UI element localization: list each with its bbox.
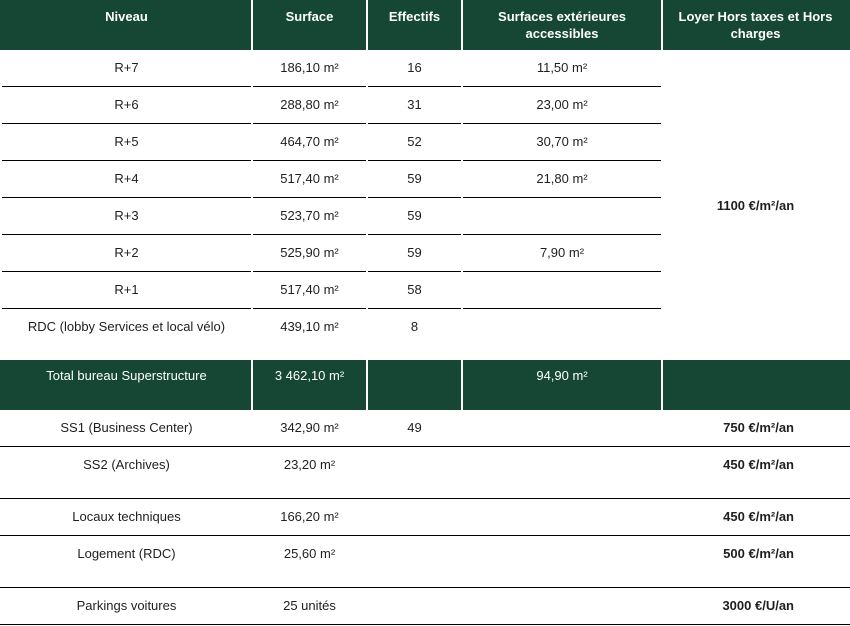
cell-ext [463, 588, 661, 624]
cell-surface: 525,90 m² [253, 235, 366, 272]
cell-effectifs: 31 [368, 87, 461, 124]
cell-effectifs: 49 [368, 410, 461, 446]
cell-ext [463, 410, 661, 446]
cell-niveau: R+6 [2, 87, 251, 124]
cell-niveau: RDC (lobby Services et local vélo) [2, 309, 251, 359]
cell-niveau: SS2 (Archives) [2, 447, 251, 498]
header-surfaces-ext: Surfaces extérieures accessibles [463, 0, 661, 50]
cell-niveau: R+4 [2, 161, 251, 198]
table-row [0, 536, 850, 588]
cell-loyer: 3000 €/U/an [663, 588, 848, 624]
total-label: Total bureau Superstructure [2, 360, 251, 410]
cell-surface: 517,40 m² [253, 161, 366, 198]
cell-niveau: R+5 [2, 124, 251, 161]
merged-rent-value: 1100 €/m²/an [716, 197, 795, 213]
cell-niveau: R+3 [2, 198, 251, 235]
cell-effectifs: 8 [368, 309, 461, 359]
cell-loyer: 450 €/m²/an [663, 499, 848, 535]
cell-ext: 7,90 m² [463, 235, 661, 272]
cell-ext [463, 309, 661, 359]
cell-niveau: Parkings voitures [2, 588, 251, 624]
cell-ext: 23,00 m² [463, 87, 661, 124]
cell-ext: 11,50 m² [463, 50, 661, 87]
cell-ext [463, 536, 661, 587]
cell-effectifs [368, 588, 461, 624]
cell-surface: 342,90 m² [253, 410, 366, 446]
cell-niveau: Logement (RDC) [2, 536, 251, 587]
cell-niveau: SS1 (Business Center) [2, 410, 251, 446]
total-loyer [663, 360, 848, 410]
cell-effectifs [368, 447, 461, 498]
table-row [0, 410, 850, 447]
cell-ext [463, 272, 661, 309]
cell-ext [463, 447, 661, 498]
merged-rent [663, 50, 848, 360]
cell-loyer: 450 €/m²/an [663, 447, 848, 498]
table-grid [0, 0, 850, 50]
cell-surface: 166,20 m² [253, 499, 366, 535]
cell-effectifs [368, 536, 461, 587]
cell-surface: 523,70 m² [253, 198, 366, 235]
cell-surface: 464,70 m² [253, 124, 366, 161]
cell-loyer: 750 €/m²/an [663, 410, 848, 446]
cell-surface: 23,20 m² [253, 447, 366, 498]
cell-ext [463, 499, 661, 535]
cell-niveau: Locaux techniques [2, 499, 251, 535]
header-surface: Surface [253, 0, 366, 50]
lower-rows [0, 410, 850, 625]
cell-niveau: R+1 [2, 272, 251, 309]
header-loyer: Loyer Hors taxes et Hors charges [663, 0, 848, 50]
cell-surface: 25,60 m² [253, 536, 366, 587]
table-row [0, 499, 850, 536]
cell-effectifs: 16 [368, 50, 461, 87]
cell-ext [463, 198, 661, 235]
total-effectifs [368, 360, 461, 410]
header-effectifs: Effectifs [368, 0, 461, 50]
cell-effectifs [368, 499, 461, 535]
cell-surface: 288,80 m² [253, 87, 366, 124]
table-row [0, 447, 850, 499]
cell-niveau: R+7 [2, 50, 251, 87]
cell-ext: 30,70 m² [463, 124, 661, 161]
cell-effectifs: 59 [368, 235, 461, 272]
total-ext: 94,90 m² [463, 360, 661, 410]
total-row [0, 360, 850, 410]
cell-surface: 517,40 m² [253, 272, 366, 309]
cell-surface: 186,10 m² [253, 50, 366, 87]
cell-surface: 25 unités [253, 588, 366, 624]
cell-loyer: 500 €/m²/an [663, 536, 848, 587]
cell-effectifs: 59 [368, 198, 461, 235]
cell-effectifs: 59 [368, 161, 461, 198]
cell-effectifs: 52 [368, 124, 461, 161]
total-surface: 3 462,10 m² [253, 360, 366, 410]
cell-effectifs: 58 [368, 272, 461, 309]
cell-niveau: R+2 [2, 235, 251, 272]
cell-surface: 439,10 m² [253, 309, 366, 359]
cell-ext: 21,80 m² [463, 161, 661, 198]
header-niveau: Niveau [2, 0, 251, 50]
table-row [0, 588, 850, 625]
